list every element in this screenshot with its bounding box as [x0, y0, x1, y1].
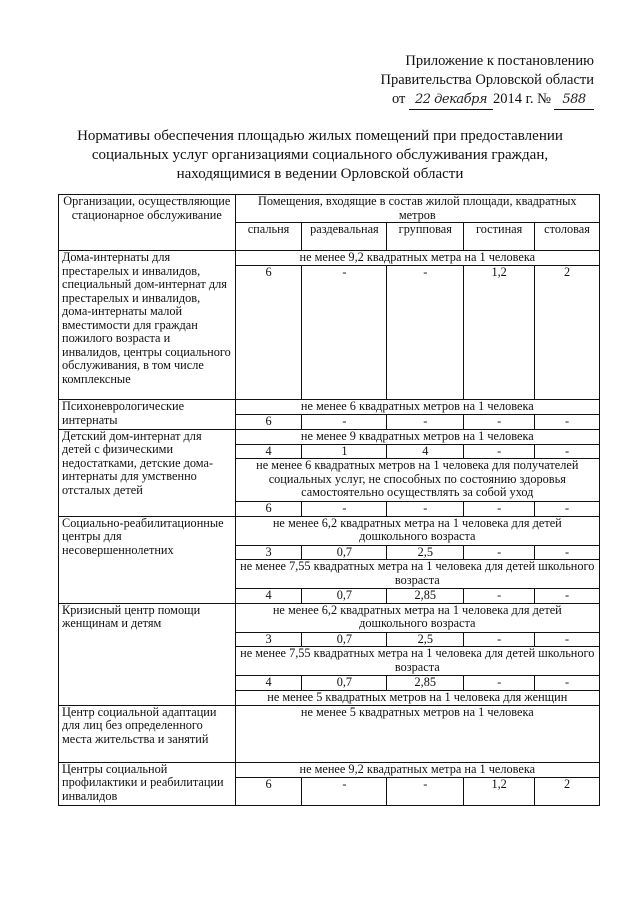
norm-text-5c: не менее 5 квадратных метров на 1 человека для женщин [235, 690, 599, 705]
norm-text-4a: не менее 6,2 квадратных метра на 1 человека для детей дошкольного возраста [235, 516, 599, 545]
norm-text-2: не менее 6 квадратных метров на 1 человека [235, 400, 599, 415]
org-cell-5: Кризисный центр помощи женщинам и детям [59, 603, 236, 705]
value-cell: - [464, 589, 535, 604]
value-cell: - [302, 502, 387, 517]
value-cell: 2 [535, 777, 600, 805]
org-cell-2: Психоневрологические интернаты [59, 400, 236, 430]
header-col-living: гостиная [464, 223, 535, 251]
value-cell: 6 [235, 777, 302, 805]
value-cell: 2,5 [387, 632, 464, 647]
norm-text-5a: не менее 6,2 квадратных метра на 1 человека для детей дошкольного возраста [235, 603, 599, 632]
norm-text-3b: не менее 6 квадратных метров на 1 человека для получателей социальных услуг, не способных по состоянию здоровья самостоятельно осуществлять за собой уход [235, 459, 599, 502]
value-cell: 4 [235, 589, 302, 604]
value-cell: - [535, 444, 600, 459]
appendix-year-no: 2014 г. № [492, 91, 551, 107]
header-org: Организации, осуществляющие стационарное обслуживание [59, 195, 236, 251]
value-cell: 0,7 [302, 545, 387, 560]
appendix-line-1: Приложение к постановлению [405, 53, 594, 69]
value-cell: - [535, 676, 600, 691]
header-col-group: групповая [387, 223, 464, 251]
value-cell: 0,7 [302, 676, 387, 691]
org-cell-7: Центры социальной профилактики и реабилитации инвалидов [59, 762, 236, 805]
header-rooms: Помещения, входящие в состав жилой площади, квадратных метров [235, 195, 599, 223]
value-cell: - [387, 777, 464, 805]
org-cell-1: Дома-интернаты для престарелых и инвалидов, специальный дом-интернат для престарелых и инвалидов, дома-интернаты малой вместимости для граждан пожилого возраста и инвалидов, центры социального обслуживания, в том числе комплексные [59, 251, 236, 400]
value-cell: 0,7 [302, 589, 387, 604]
value-cell: 4 [235, 676, 302, 691]
norm-text-1: не менее 9,2 квадратных метра на 1 человека [235, 251, 599, 266]
handwritten-number: 588 [554, 90, 594, 110]
value-cell: 3 [235, 632, 302, 647]
value-cell: 0,7 [302, 632, 387, 647]
value-cell: - [464, 632, 535, 647]
value-cell: - [535, 502, 600, 517]
value-cell: - [387, 266, 464, 400]
value-cell: 6 [235, 266, 302, 400]
appendix-block [381, 52, 595, 110]
value-cell: - [535, 545, 600, 560]
header-col-dining: столовая [535, 223, 600, 251]
org-cell-6: Центр социальной адаптации для лиц без определенного места жительства и занятий [59, 705, 236, 762]
norm-text-7: не менее 9,2 квадратных метра на 1 человека [235, 762, 599, 777]
norms-table [58, 194, 600, 806]
value-cell: - [464, 545, 535, 560]
value-cell: 1 [302, 444, 387, 459]
value-cell: - [464, 676, 535, 691]
value-cell: - [302, 777, 387, 805]
norm-text-5b: не менее 7,55 квадратных метра на 1 человека для детей школьного возраста [235, 647, 599, 676]
value-cell: 2,85 [387, 676, 464, 691]
value-cell: 3 [235, 545, 302, 560]
norm-text-4b: не менее 7,55 квадратных метра на 1 человека для детей школьного возраста [235, 560, 599, 589]
norm-text-3a: не менее 9 квадратных метров на 1 человека [235, 429, 599, 444]
value-cell: - [387, 502, 464, 517]
value-cell: - [464, 502, 535, 517]
org-cell-3: Детский дом-интернат для детей с физическими недостатками, детские дома-интернаты для умственно отсталых детей [59, 429, 236, 516]
value-cell: 4 [387, 444, 464, 459]
header-col-bedroom: спальня [235, 223, 302, 251]
value-cell: 2,85 [387, 589, 464, 604]
org-cell-4: Социально-реабилитационные центры для несовершеннолетних [59, 516, 236, 603]
value-cell: 2 [535, 266, 600, 400]
appendix-date-line [381, 90, 595, 110]
value-cell: 6 [235, 415, 302, 430]
value-cell: 6 [235, 502, 302, 517]
value-cell: 2,5 [387, 545, 464, 560]
value-cell: - [535, 632, 600, 647]
value-cell: - [464, 415, 535, 430]
appendix-line-2: Правительства Орловской области [380, 72, 594, 88]
handwritten-date: 22 декабря [409, 90, 493, 110]
value-cell: - [535, 589, 600, 604]
header-col-dressing: раздевальная [302, 223, 387, 251]
appendix-from: от [391, 91, 406, 107]
norm-text-6: не менее 5 квадратных метров на 1 человека [235, 705, 599, 762]
value-cell: 4 [235, 444, 302, 459]
value-cell: 1,2 [464, 266, 535, 400]
value-cell: - [302, 266, 387, 400]
value-cell: - [387, 415, 464, 430]
document-title: Нормативы обеспечения площадью жилых помещений при предоставлении социальных услуг организациями социального обслуживания граждан, находящимися в ведении Орловской области [77, 128, 563, 182]
value-cell: - [302, 415, 387, 430]
value-cell: - [464, 444, 535, 459]
value-cell: - [535, 415, 600, 430]
value-cell: 1,2 [464, 777, 535, 805]
